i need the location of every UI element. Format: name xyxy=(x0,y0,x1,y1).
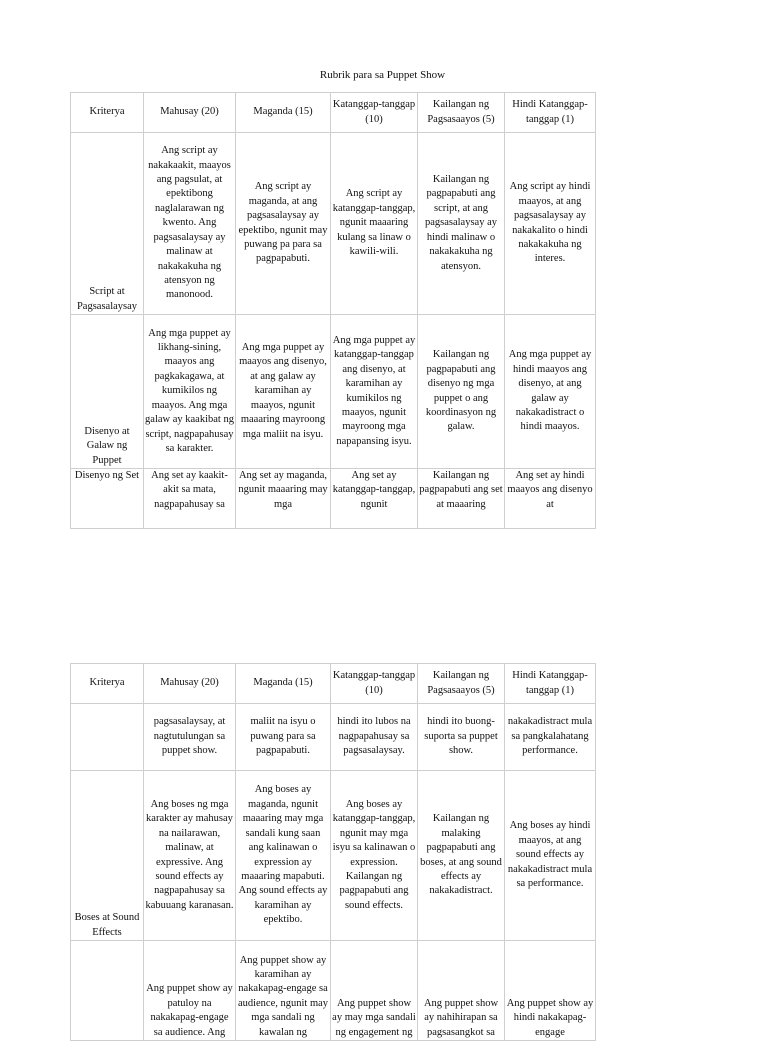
rubric-cell: Ang boses ng mga karakter ay mahusay na nailarawan, malinaw, at expressive. Ang sound effects ay nagpapahusay sa kabuuang karanasan. xyxy=(144,771,236,941)
criterion-cell xyxy=(71,941,144,1041)
criterion-cell: Script at Pagsasalaysay xyxy=(71,133,144,315)
rubric-cell: pagsasalaysay, at nagtutulungan sa puppet show. xyxy=(144,704,236,771)
rubric-cell: hindi ito buong-suporta sa puppet show. xyxy=(418,704,505,771)
header-maganda: Maganda (15) xyxy=(236,93,331,133)
table-row xyxy=(71,771,596,941)
table-row xyxy=(71,704,596,771)
rubric-cell: Ang puppet show ay may mga sandali ng engagement ng xyxy=(331,941,418,1041)
rubric-cell: Ang mga puppet ay katanggap-tanggap ang disenyo, at karamihan ay kumikilos ng maayos, ngunit mayroong mga napapansing isyu. xyxy=(331,315,418,469)
rubric-cell: Ang boses ay maganda, ngunit maaaring may mga sandali kung saan ang kalinawan o expression ay maaaring mapabuti. Ang sound effects ay karamihan ay epektibo. xyxy=(236,771,331,941)
rubric-cell: Kailangan ng pagpapabuti ang set at maaaring xyxy=(418,469,505,529)
rubric-cell: Ang boses ay katanggap-tanggap, ngunit may mga isyu sa kalinawan o expression. Kailangan ng pagpapabuti ang sound effects. xyxy=(331,771,418,941)
rubric-table-page-2 xyxy=(70,663,596,1041)
rubric-cell: hindi ito lubos na nagpapahusay sa pagsasalaysay. xyxy=(331,704,418,771)
rubric-cell: Kailangan ng pagpapabuti ang script, at ang pagsasalaysay ay hindi malinaw o nakakakuha ng atensyon. xyxy=(418,133,505,315)
rubric-cell: Ang set ay katanggap-tanggap, ngunit xyxy=(331,469,418,529)
rubric-cell: Ang puppet show ay patuloy na nakakapag-engage sa audience. Ang xyxy=(144,941,236,1041)
rubric-cell: Ang script ay maganda, at ang pagsasalaysay ay epektibo, ngunit may puwang pa para sa pagpapabuti. xyxy=(236,133,331,315)
rubric-cell: Ang puppet show ay hindi nakakapag-engage xyxy=(505,941,596,1041)
rubric-cell: Ang mga puppet ay hindi maayos ang disenyo, at ang galaw ay nakakadistract o hindi maayos. xyxy=(505,315,596,469)
criterion-cell xyxy=(71,704,144,771)
header-katanggap-tanggap: Katanggap-tanggap (10) xyxy=(331,664,418,704)
rubric-cell: nakakadistract mula sa pangkalahatang performance. xyxy=(505,704,596,771)
rubric-cell: Kailangan ng malaking pagpapabuti ang boses, at ang sound effects ay nakakadistract. xyxy=(418,771,505,941)
header-hindi-katanggap-tanggap: Hindi Katanggap-tanggap (1) xyxy=(505,93,596,133)
rubric-title: Rubrik para sa Puppet Show xyxy=(319,69,446,81)
rubric-cell: Ang set ay kaakit-akit sa mata, nagpapahusay sa xyxy=(144,469,236,529)
rubric-cell: Kailangan ng pagpapabuti ang disenyo ng mga puppet o ang koordinasyon ng galaw. xyxy=(418,315,505,469)
rubric-cell: Ang script ay katanggap-tanggap, ngunit maaaring kulang sa linaw o kawili-wili. xyxy=(331,133,418,315)
header-hindi-katanggap-tanggap: Hindi Katanggap-tanggap (1) xyxy=(505,664,596,704)
header-kriterya: Kriterya xyxy=(71,664,144,704)
header-maganda: Maganda (15) xyxy=(236,664,331,704)
rubric-cell: Ang script ay nakakaakit, maayos ang pagsulat, at epektibong naglalarawan ng kwento. Ang pagsasalaysay ay malinaw at nakakakuha ng atensyon ng manonood. xyxy=(144,133,236,315)
rubric-cell: Ang set ay hindi maayos ang disenyo at xyxy=(505,469,596,529)
header-mahusay: Mahusay (20) xyxy=(144,664,236,704)
rubric-cell: Ang script ay hindi maayos, at ang pagsasalaysay ay nakakalito o hindi nakakakuha ng interes. xyxy=(505,133,596,315)
rubric-cell: Ang puppet show ay nahihirapan sa pagsasangkot sa xyxy=(418,941,505,1041)
table-row xyxy=(71,941,596,1041)
rubric-cell: Ang set ay maganda, ngunit maaaring may mga xyxy=(236,469,331,529)
header-katanggap-tanggap: Katanggap-tanggap (10) xyxy=(331,93,418,133)
criterion-cell: Boses at Sound Effects xyxy=(71,771,144,941)
table-header-row xyxy=(71,664,596,704)
header-kailangan-ng-pagsasaayos: Kailangan ng Pagsasaayos (5) xyxy=(418,93,505,133)
header-kailangan-ng-pagsasaayos: Kailangan ng Pagsasaayos (5) xyxy=(418,664,505,704)
rubric-cell: Ang mga puppet ay likhang-sining, maayos ang pagkakagawa, at kumikilos ng maayos. Ang mga galaw ay kaakibat ng script, nagpapahusay sa karakter. xyxy=(144,315,236,469)
criterion-cell: Disenyo ng Set xyxy=(71,469,144,529)
rubric-cell: Ang puppet show ay karamihan ay nakakapag-engage sa audience, ngunit may mga sandali ng kawalan ng xyxy=(236,941,331,1041)
header-mahusay: Mahusay (20) xyxy=(144,93,236,133)
rubric-cell: Ang mga puppet ay maayos ang disenyo, at ang galaw ay karamihan ay maayos, ngunit maaaring mayroong mga maliit na isyu. xyxy=(236,315,331,469)
header-kriterya: Kriterya xyxy=(71,93,144,133)
criterion-cell: Disenyo at Galaw ng Puppet xyxy=(71,315,144,469)
rubric-cell: Ang boses ay hindi maayos, at ang sound effects ay nakakadistract mula sa performance. xyxy=(505,771,596,941)
rubric-cell: maliit na isyu o puwang para sa pagpapabuti. xyxy=(236,704,331,771)
